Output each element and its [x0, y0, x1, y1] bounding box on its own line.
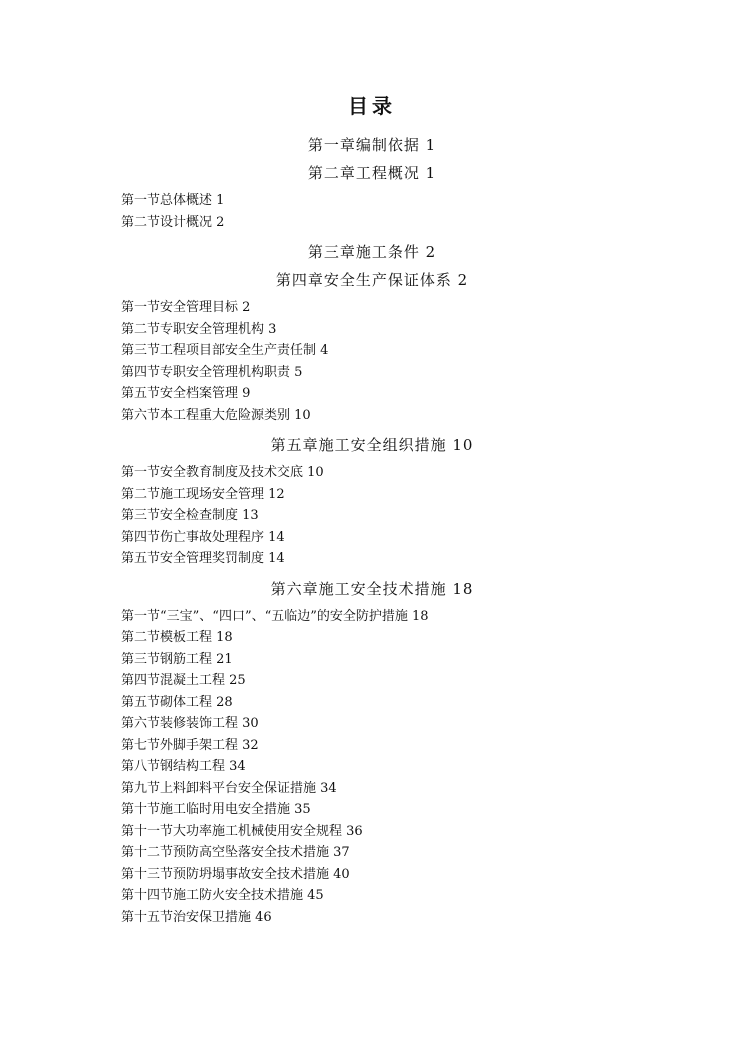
toc-section-entry[interactable]: 第五节安全管理奖罚制度 14	[121, 551, 285, 566]
toc-section-entry[interactable]: 第十三节预防坍塌事故安全技术措施 40	[121, 866, 350, 882]
toc-section-entry[interactable]: 第二节模板工程 18	[121, 630, 233, 645]
toc-section-entry[interactable]: 第一节安全教育制度及技术交底 10	[121, 465, 324, 480]
toc-section-entry[interactable]: 第二节专职安全管理机构 3	[121, 321, 277, 337]
toc-section-entry[interactable]: 第四节伤亡事故处理程序 14	[121, 529, 285, 545]
toc-section-entry[interactable]: 第三节工程项目部安全生产责任制 4	[121, 343, 329, 358]
toc-section-entry[interactable]: 第四节专职安全管理机构职责 5	[121, 364, 303, 380]
toc-section-entry[interactable]: 第六节本工程重大危险源类别 10	[121, 407, 311, 423]
toc-chapter-entry[interactable]: 第六章施工安全技术措施 18	[270, 579, 474, 598]
toc-section-entry[interactable]: 第十一节大功率施工机械使用安全规程 36	[121, 823, 363, 839]
toc-section-entry[interactable]: 第三节安全检查制度 13	[121, 508, 259, 523]
toc-list	[0, 130, 744, 928]
toc-chapter-entry[interactable]: 第四章安全生产保证体系 2	[275, 271, 469, 289]
toc-section-entry[interactable]: 第三节钢筋工程 21	[121, 651, 233, 667]
toc-section-entry[interactable]: 第二节设计概况 2	[121, 214, 225, 230]
toc-section-entry[interactable]: 第十五节治安保卫措施 46	[121, 909, 272, 925]
toc-section-entry[interactable]: 第十节施工临时用电安全措施 35	[121, 802, 311, 817]
toc-section-entry[interactable]: 第八节钢结构工程 34	[121, 759, 246, 774]
toc-title: 目录	[348, 94, 396, 118]
toc-section-entry[interactable]: 第五节砌体工程 28	[121, 694, 233, 710]
toc-section-entry[interactable]: 第一节总体概述 1	[121, 193, 225, 208]
toc-section-entry[interactable]: 第一节“三宝”、“四口”、“五临边”的安全防护措施 18	[121, 608, 429, 624]
toc-section-entry[interactable]: 第二节施工现场安全管理 12	[121, 486, 285, 502]
toc-chapter-entry[interactable]: 第五章施工安全组织措施 10	[270, 436, 474, 454]
toc-section-entry[interactable]: 第七节外脚手架工程 32	[121, 737, 259, 753]
toc-section-entry[interactable]: 第四节混凝土工程 25	[121, 673, 246, 688]
toc-chapter-entry[interactable]: 第二章工程概况 1	[307, 164, 437, 182]
toc-section-entry[interactable]: 第九节上料卸料平台安全保证措施 34	[121, 780, 337, 796]
toc-section-entry[interactable]: 第六节装修装饰工程 30	[121, 716, 259, 731]
toc-section-entry[interactable]: 第五节安全档案管理 9	[121, 386, 251, 401]
toc-chapter-entry[interactable]: 第三章施工条件 2	[307, 243, 437, 261]
toc-section-entry[interactable]: 第十二节预防高空坠落安全技术措施 37	[121, 845, 350, 860]
toc-section-entry[interactable]: 第十四节施工防火安全技术措施 45	[121, 888, 324, 903]
toc-chapter-entry[interactable]: 第一章编制依据 1	[307, 136, 437, 154]
toc-section-entry[interactable]: 第一节安全管理目标 2	[121, 300, 251, 315]
